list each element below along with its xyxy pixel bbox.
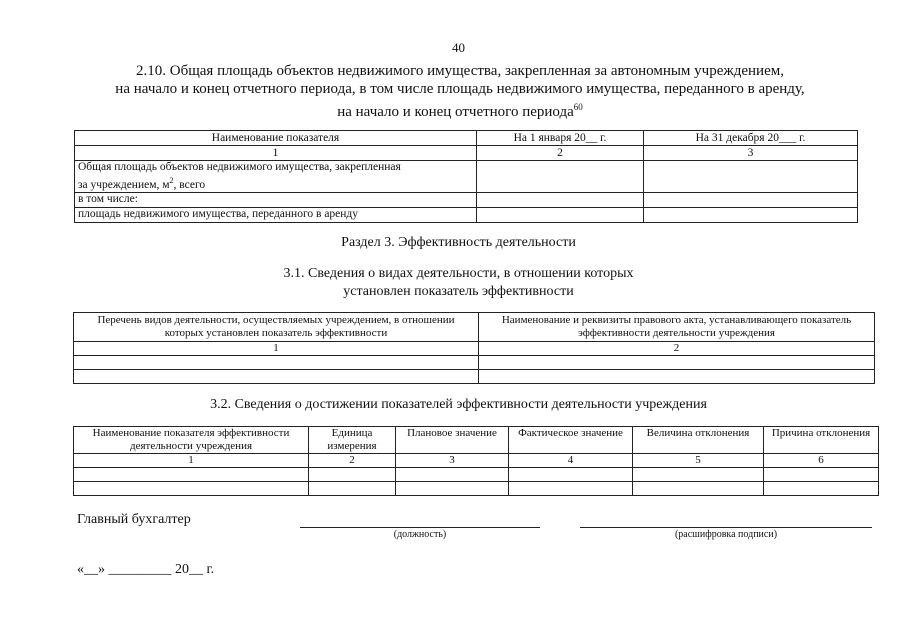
cell-empty[interactable] [396,482,509,496]
col-header-legal-act: Наименование и реквизиты правового акта, устанавливающего показатель эффективности деятельности учреждения [479,313,875,342]
cell-empty[interactable] [74,482,309,496]
col-number: 2 [477,146,644,161]
heading-line-2: на начало и конец отчетного периода, в том числе площадь недвижимого имущества, переданного в аренду, [115,81,805,97]
cell-empty[interactable] [74,468,309,482]
table-number-row [75,146,858,161]
row-total-area [75,161,477,193]
col-number: 4 [509,454,633,468]
cell-empty[interactable] [644,207,858,222]
table-number-row [74,454,879,468]
section-3-title: Раздел 3. Эффективность деятельности [341,235,576,250]
row-total-area-line1: Общая площадь объектов недвижимого имущества, закрепленная [78,161,401,173]
col-number: 5 [633,454,764,468]
position-caption: (должность) [393,529,447,540]
name-caption: (расшифровка подписи) [674,529,778,540]
cell-empty[interactable] [509,468,633,482]
table-row [75,161,858,193]
activity-table [73,312,875,384]
section-3-1-title [0,265,917,301]
cell-empty[interactable] [477,207,644,222]
cell-empty[interactable] [644,192,858,207]
unit-superscript: 2 [169,176,174,185]
cell-empty[interactable] [477,161,644,193]
col-number: 1 [74,342,479,356]
cell-empty[interactable] [479,370,875,384]
signature-date: «__» _________ 20__ г. [77,562,215,577]
table-header-row [75,131,858,146]
col-header-dec: На 31 декабря 20___ г. [644,131,858,146]
col-number: 2 [479,342,875,356]
col-header-actual: Фактическое значение [509,427,633,454]
col-header-deviation: Величина отклонения [633,427,764,454]
cell-empty[interactable] [764,468,879,482]
cell-empty[interactable] [309,482,396,496]
col-header-unit: Единица измерения [309,427,396,454]
cell-empty[interactable] [74,356,479,370]
heading-line-3-text: на начало и конец отчетного периода [337,104,574,120]
col-number: 3 [396,454,509,468]
signatory-role: Главный бухгалтер [77,512,191,527]
table-row [74,482,879,496]
area-table [74,130,858,223]
row-total-area-line2 [78,174,473,192]
table-row [74,468,879,482]
page-number: 40 [452,40,465,55]
heading-line-1: 2.10. Общая площадь объектов недвижимого имущества, закрепленная за автономным учреждением, [136,63,784,79]
cell-empty[interactable] [477,192,644,207]
section-3-1-line1: 3.1. Сведения о видах деятельности, в отношении которых [283,266,634,281]
footnote-ref: 60 [573,102,583,112]
cell-empty[interactable] [309,468,396,482]
performance-table [73,426,879,496]
col-number: 6 [764,454,879,468]
col-header-activities: Перечень видов деятельности, осуществляемых учреждением, в отношении которых установлен показатель эффективности [74,313,479,342]
cell-empty[interactable] [509,482,633,496]
cell-empty[interactable] [764,482,879,496]
table-header-row [74,313,875,342]
position-signature-line[interactable] [300,527,540,528]
row-including: в том числе: [75,192,477,207]
name-signature-line[interactable] [580,527,872,528]
section-3-2-title: 3.2. Сведения о достижении показателей эффективности деятельности учреждения [210,397,707,412]
col-header-jan: На 1 января 20__ г. [477,131,644,146]
row-rented-area: площадь недвижимого имущества, переданного в аренду [75,207,477,222]
table-number-row [74,342,875,356]
table-row [74,356,875,370]
col-header-planned: Плановое значение [396,427,509,454]
row-total-area-suffix: , всего [173,178,206,191]
table-row [75,207,858,222]
col-number: 2 [309,454,396,468]
cell-empty[interactable] [633,482,764,496]
cell-empty[interactable] [644,161,858,193]
cell-empty[interactable] [633,468,764,482]
col-header-reason: Причина отклонения [764,427,879,454]
col-number: 1 [75,146,477,161]
section-3-1-line2: установлен показатель эффективности [343,284,574,299]
cell-empty[interactable] [479,356,875,370]
col-number: 1 [74,454,309,468]
cell-empty[interactable] [74,370,479,384]
col-number: 3 [644,146,858,161]
table-header-row [74,427,879,454]
col-header-indicator: Наименование показателя [75,131,477,146]
col-header-indicator: Наименование показателя эффективности деятельности учреждения [74,427,309,454]
section-2-10-heading [40,62,880,121]
table-row [75,192,858,207]
row-total-area-text: за учреждением, м [78,178,170,191]
table-row [74,370,875,384]
cell-empty[interactable] [396,468,509,482]
heading-line-3 [40,98,880,121]
